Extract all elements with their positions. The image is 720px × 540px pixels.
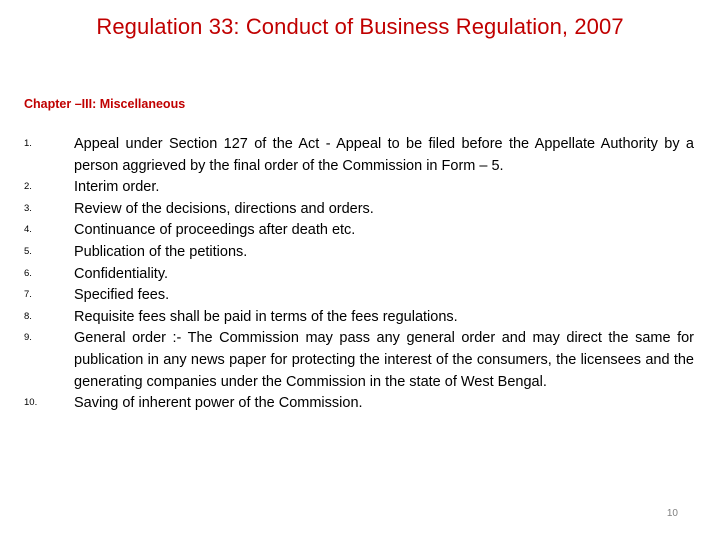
item-text: Publication of the petitions.	[74, 243, 248, 260]
list-item	[24, 307, 694, 329]
slide-title: Regulation 33: Conduct of Business Regulation, 2007	[96, 14, 624, 39]
page-number: 10	[666, 508, 678, 519]
list-item	[24, 264, 694, 286]
item-text: Continuance of proceedings after death etc.	[74, 222, 356, 239]
item-text: Specified fees.	[74, 287, 170, 304]
item-text: Review of the decisions, directions and orders.	[74, 200, 374, 217]
item-number: 2.	[24, 181, 32, 193]
regulation-list	[24, 134, 694, 415]
item-text: Interim order.	[74, 179, 160, 196]
list-item	[24, 177, 694, 199]
item-number: 3.	[24, 202, 32, 214]
list-item	[24, 220, 694, 242]
item-number: 10.	[24, 397, 38, 409]
item-text: Saving of inherent power of the Commission.	[74, 395, 363, 412]
item-text: Requisite fees shall be paid in terms of the fees regulations.	[74, 308, 458, 325]
item-number: 8.	[24, 310, 32, 322]
list-item	[24, 242, 694, 264]
list-item	[24, 199, 694, 221]
item-number: 7.	[24, 289, 32, 301]
item-number: 1.	[24, 138, 32, 149]
list-item	[24, 328, 694, 393]
item-number: 4.	[24, 224, 32, 236]
list-item	[24, 393, 694, 415]
item-number: 6.	[24, 267, 32, 279]
chapter-heading: Chapter –III: Miscellaneous	[24, 97, 186, 111]
list-item	[24, 285, 694, 307]
item-number: 5.	[24, 245, 32, 257]
item-number: 9.	[24, 332, 32, 344]
item-text: Confidentiality.	[74, 265, 169, 282]
item-text: General order :- The Commission may pass any general order and may direct the same for publication in any news paper for protecting the interest of the consumers, the licensees and the generating companies under the Commission in the state of West Bengal.	[74, 330, 694, 390]
list-item	[24, 134, 694, 177]
item-text: Appeal under Section 127 of the Act - Appeal to be filed before the Appellate Authority by a person aggrieved by the final order of the Commission in Form – 5.	[74, 136, 694, 174]
